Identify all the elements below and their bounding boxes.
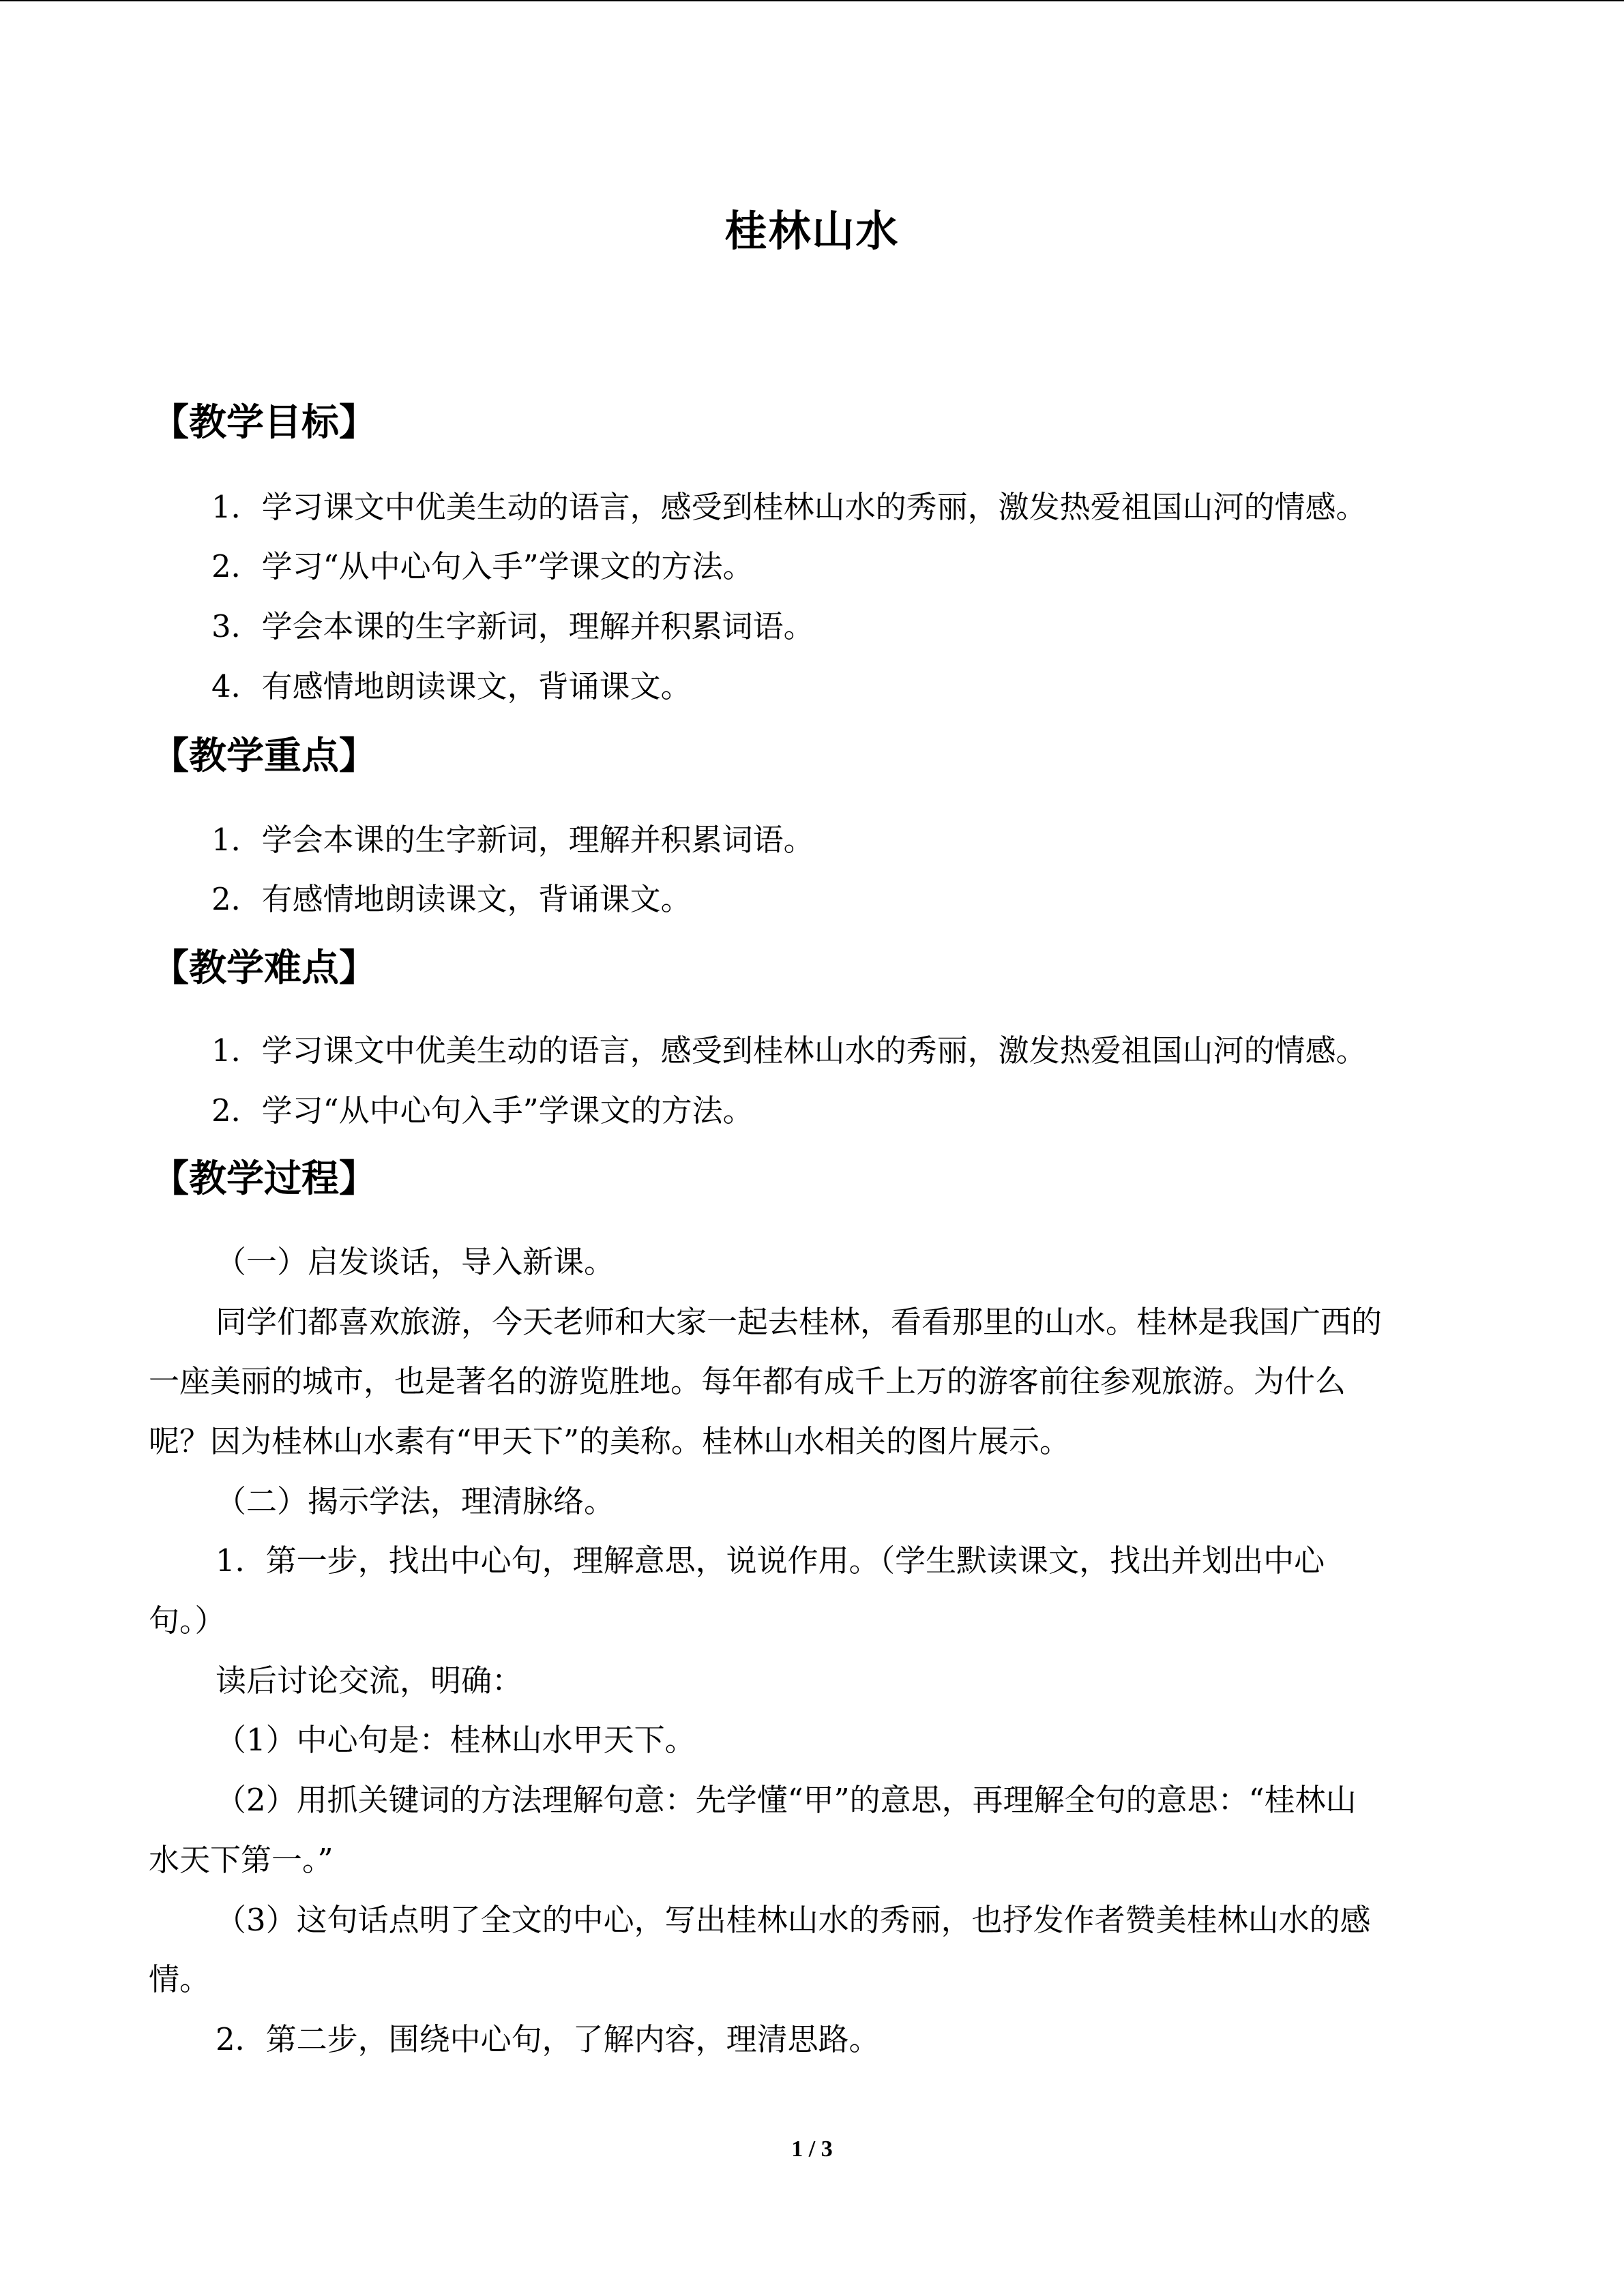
process-line: （2）用抓关键词的方法理解句意：先学懂“甲”的意思，再理解全句的意思：“桂林山 — [216, 1782, 1357, 1818]
objective-item: 3．学会本课的生字新词，理解并积累词语。 — [211, 608, 814, 644]
objective-item: 1．学习课文中优美生动的语言，感受到桂林山水的秀丽，激发热爱祖国山河的情感。 — [211, 489, 1367, 525]
process-line: （一）启发谈话，导入新课。 — [216, 1244, 615, 1280]
key-point-item: 2．有感情地朗读课文，背诵课文。 — [211, 881, 692, 917]
section-heading-key-points: 【教学重点】 — [151, 734, 377, 777]
section-heading-objectives: 【教学目标】 — [151, 400, 377, 444]
process-line: （1）中心句是：桂林山水甲天下。 — [216, 1722, 696, 1758]
process-line: 2．第二步，围绕中心句，了解内容，理清思路。 — [216, 2021, 880, 2057]
document-title: 桂林山水 — [724, 206, 900, 256]
process-line: 同学们都喜欢旅游，今天老师和大家一起去桂林，看看那里的山水。桂林是我国广西的 — [216, 1304, 1383, 1340]
objective-item: 2．学习“从中心句入手”学课文的方法。 — [211, 548, 754, 584]
difficulty-item: 1．学习课文中优美生动的语言，感受到桂林山水的秀丽，激发热爱祖国山河的情感。 — [211, 1032, 1367, 1069]
process-line: 情。 — [149, 1961, 211, 1997]
process-line: 句。） — [149, 1602, 226, 1639]
process-line: 呢？因为桂林山水素有“甲天下”的美称。桂林山水相关的图片展示。 — [149, 1423, 1071, 1459]
page-number: 1 / 3 — [791, 2136, 833, 2162]
key-point-item: 1．学会本课的生字新词，理解并积累词语。 — [211, 822, 814, 858]
section-heading-difficulties: 【教学难点】 — [151, 946, 377, 989]
process-line: 读后讨论交流，明确： — [216, 1663, 523, 1699]
process-line: 水天下第一。” — [149, 1842, 334, 1878]
section-heading-process: 【教学过程】 — [151, 1157, 377, 1200]
process-line: 一座美丽的城市，也是著名的游览胜地。每年都有成千上万的游客前往参观旅游。为什么 — [149, 1363, 1346, 1399]
process-line: （3）这句话点明了全文的中心，写出桂林山水的秀丽，也抒发作者赞美桂林山水的感 — [216, 1902, 1371, 1938]
process-line: （二）揭示学法，理清脉络。 — [216, 1483, 615, 1519]
objective-item: 4．有感情地朗读课文，背诵课文。 — [211, 668, 692, 704]
process-line: 1．第一步，找出中心句，理解意思，说说作用。（学生默读课文，找出并划出中心 — [216, 1542, 1325, 1579]
difficulty-item: 2．学习“从中心句入手”学课文的方法。 — [211, 1092, 754, 1129]
